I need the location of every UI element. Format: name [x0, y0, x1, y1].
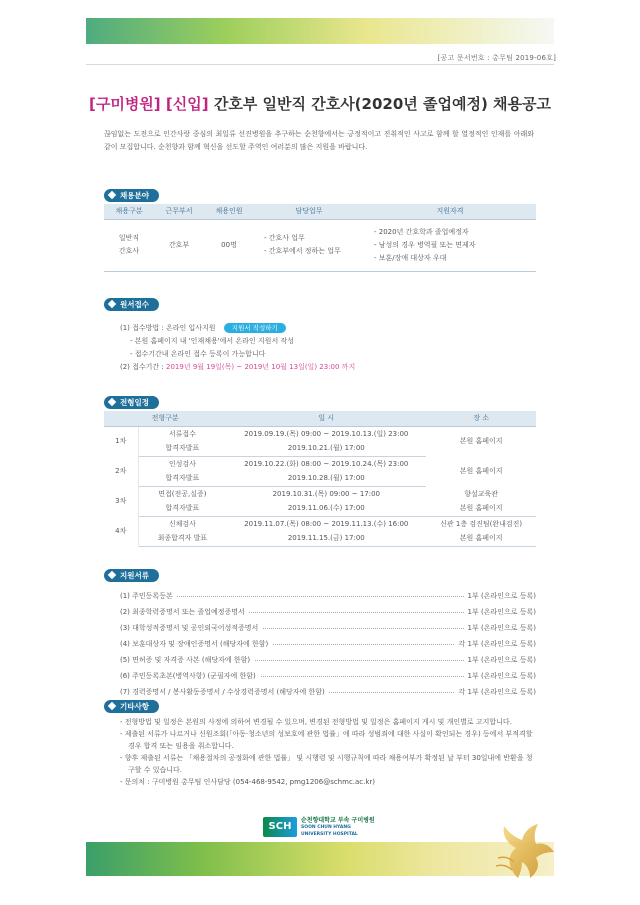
note-item: - 향후 제출된 서류는 「채용절차의 공정화에 관한 법률」 및 시행령 및 시행규칙에 따라 채용여부가 확정된 날 부터 30일내에 반환을 청구할 수 있습니다. — [120, 754, 533, 774]
logo-english-line1: SOON CHUN HYANG — [301, 824, 351, 830]
table-row — [104, 531, 536, 546]
note-item: - 문의처 : 구미병원 총무팀 인사담당 (054-468-9542, pmg1206@schmc.ac.kr) — [120, 778, 376, 786]
schedule-place: 본원 홈페이지 — [426, 531, 536, 546]
schedule-date: 2019.10.21.(월) 17:00 — [226, 441, 426, 456]
recruit-quals: - 2020년 간호학과 졸업예정자 - 남성의 경우 병역필 또는 면제자 - 보훈/장애 대상자 우대 — [364, 219, 536, 271]
section-heading-recruit: 채용분야 — [104, 189, 159, 202]
table-row — [104, 426, 536, 441]
schedule-place: 향설교육관 — [464, 489, 499, 498]
intro-paragraph: 끊임없는 도전으로 인간사랑 중심의 최일류 선진병원을 추구하는 순천향에서는 긍정적이고 진취적인 사고로 함께 할 열정적인 인재를 아래와 같이 모집합니다. 순천향과 함께 혁신을 선도할 주역인 여러분의 많은 지원을 바랍니다. — [104, 130, 534, 151]
list-item: (3) 대학성적증명서 및 공인외국어성적증명서 1부 (온라인으로 등록) — [120, 620, 536, 636]
recruit-dept: 간호부 — [154, 219, 204, 271]
top-divider — [86, 64, 554, 65]
schedule-stage: 4차 — [104, 516, 138, 546]
top-decorative-band — [86, 18, 554, 44]
list-item: (4) 보훈대상자 및 장애인증명서 (해당자에 한함) 각 1부 (온라인으로 등록) — [120, 636, 536, 652]
logo-english-line2: UNIVERSITY HOSPITAL — [301, 831, 358, 837]
schedule-step: 합격자발표 — [138, 501, 226, 516]
list-item: (7) 경력증명서 / 봉사활동증명서 / 수상경력증명서 (해당자에 한함) 각 1부 (온라인으로 등록) — [120, 684, 536, 700]
schedule-place: 신관 1층 검진팀(완내검진) — [440, 519, 523, 528]
recruit-count: 00명 — [204, 219, 254, 271]
sch-logo-icon: SCH — [263, 817, 297, 837]
recruit-col-header: 채용구분 — [104, 204, 154, 219]
schedule-step: 서류접수 — [168, 429, 196, 438]
table-row — [104, 219, 536, 271]
note-item: - 제출된 서류가 나르거나 신원조회(「아동·청소년의 성보호에 관한 법률」에 따라 성범죄에 대한 사실이 확인되는 경우) 등에서 부적격할 경우 합격 또는 임용을 취소합니다. — [120, 730, 533, 750]
schedule-col-header: 일 시 — [226, 411, 426, 426]
schedule-col-header: 전형구분 — [104, 411, 226, 426]
write-application-button[interactable]: 지원서 작성하기 — [224, 323, 286, 333]
schedule-step: 최종합격자 발표 — [138, 531, 226, 546]
schedule-date: 2019.11.07.(목) 08:00 ~ 2019.11.13.(수) 16:00 — [244, 519, 409, 528]
diamond-icon — [108, 398, 116, 406]
section-heading-etc: 기타사항 — [104, 700, 159, 713]
schedule-table — [104, 411, 536, 547]
list-item: (5) 면허증 및 자격증 사본 (해당자에 한함) 1부 (온라인으로 등록) — [120, 652, 536, 668]
recruit-col-header: 채용인원 — [204, 204, 254, 219]
section-heading-schedule: 전형일정 — [104, 396, 159, 409]
schedule-stage: 3차 — [104, 486, 138, 516]
recruit-col-header: 담당업무 — [254, 204, 364, 219]
diamond-icon — [108, 191, 116, 199]
list-item: (2) 최종학력증명서 또는 졸업예정증명서 1부 (온라인으로 등록) — [120, 604, 536, 620]
schedule-step: 합격자발표 — [138, 471, 226, 486]
schedule-col-header: 장 소 — [426, 411, 536, 426]
etc-notes — [120, 716, 538, 788]
schedule-date: 2019.09.19.(목) 09:00 ~ 2019.10.13.(일) 23:00 — [244, 429, 409, 438]
documents-list — [120, 588, 536, 700]
diamond-icon — [108, 300, 116, 308]
recruit-col-header: 근무부서 — [154, 204, 204, 219]
schedule-date: 2019.11.15.(금) 17:00 — [226, 531, 426, 546]
schedule-date: 2019.11.06.(수) 17:00 — [226, 501, 426, 516]
schedule-step: 합격자발표 — [138, 441, 226, 456]
schedule-place: 본원 홈페이지 — [459, 437, 503, 446]
apply-period-label: (2) 접수기간 : — [120, 363, 164, 371]
schedule-date: 2019.10.22.(화) 08:00 ~ 2019.10.24.(목) 23:00 — [244, 459, 409, 468]
list-item: (6) 주민등록초본(병역사항) (군필자에 한함) 1부 (온라인으로 등록) — [120, 668, 536, 684]
apply-period-value: 2019년 9월 19일(목) ~ 2019년 10월 13일(일) 23:00 까지 — [166, 363, 356, 371]
apply-section — [120, 322, 540, 374]
schedule-stage: 2차 — [104, 456, 138, 486]
hospital-logo — [263, 815, 375, 839]
recruit-table — [104, 204, 536, 272]
diamond-icon — [108, 571, 116, 579]
schedule-step: 신체검사 — [168, 519, 196, 528]
schedule-stage: 1차 — [104, 426, 138, 456]
schedule-date: 2019.10.28.(월) 17:00 — [226, 471, 426, 486]
schedule-place: 본원 홈페이지 — [426, 501, 536, 516]
section-heading-documents: 지원서류 — [104, 569, 159, 582]
schedule-step: 면접(전공,실증) — [158, 489, 207, 498]
schedule-date: 2019.10.31.(목) 09:00 ~ 17:00 — [272, 489, 380, 498]
note-item: - 전형방법 및 일정은 본원의 사정에 의하여 변경될 수 있으며, 변경된 전형방법 및 일정은 홈페이지 게시 및 개인별로 고지합니다. — [120, 718, 512, 726]
title-tag-hospital: [구미병원] — [88, 95, 161, 113]
apply-method: (1) 접수방법 : 온라인 입사지원 — [120, 324, 216, 332]
title-tag-type: [신입] — [165, 95, 209, 113]
apply-bullet: - 본원 홈페이지 내 '인재채용'에서 온라인 지원서 작성 — [130, 337, 294, 345]
diamond-icon — [108, 702, 116, 710]
doc-number: [공고 문서번호 : 총무팀 2019-06호] — [437, 54, 556, 62]
section-heading-apply: 원서접수 — [104, 298, 159, 311]
apply-bullet: - 접수기간내 온라인 접수 등록이 가능합니다 — [130, 350, 266, 358]
phoenix-emblem-icon — [478, 818, 558, 882]
table-row — [104, 456, 536, 471]
recruit-col-header: 지원자격 — [364, 204, 536, 219]
table-row — [104, 501, 536, 516]
page-title — [86, 93, 554, 114]
schedule-step: 인성검사 — [168, 459, 196, 468]
recruit-category: 일반직 간호사 — [104, 219, 154, 271]
title-text: 간호부 일반직 간호사(2020년 졸업예정) 채용공고 — [213, 95, 551, 113]
recruit-duties: - 간호사 업무 - 간호부에서 정하는 업무 — [254, 219, 364, 271]
list-item: (1) 주민등록등본 1부 (온라인으로 등록) — [120, 588, 536, 604]
schedule-place: 본원 홈페이지 — [459, 467, 503, 475]
table-row — [104, 516, 536, 531]
table-row — [104, 486, 536, 501]
logo-korean-name: 순천향대학교 부속 구미병원 — [301, 816, 375, 824]
